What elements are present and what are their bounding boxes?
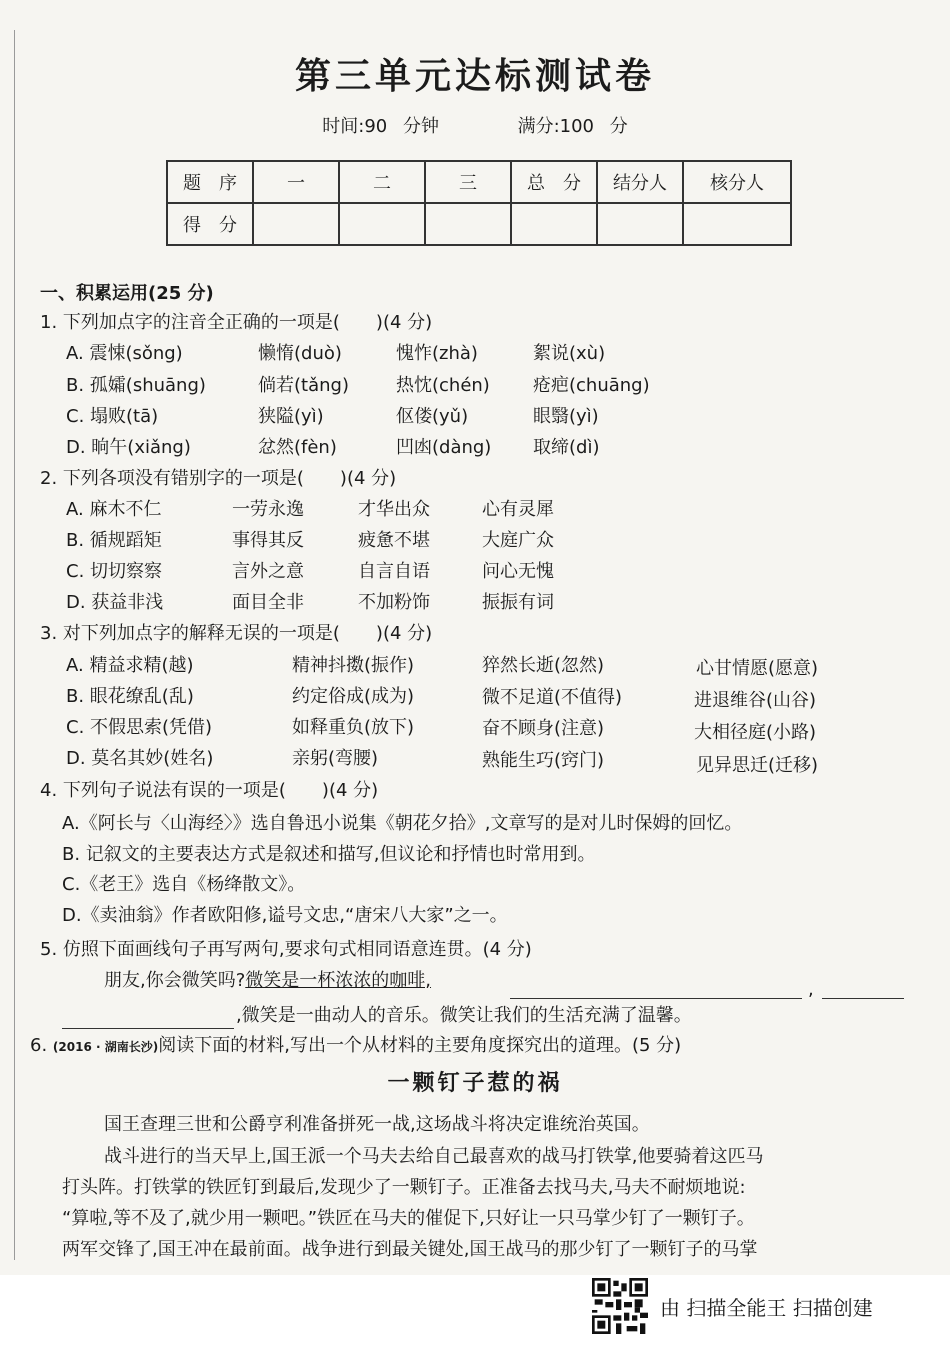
score-table-score-row: [167, 203, 791, 245]
q2-option-c-2: 言外之意: [232, 561, 304, 582]
q5-comma: ,: [808, 979, 814, 1000]
q4-option-c: C.《老王》选自《杨绛散文》。: [62, 874, 306, 895]
q1-option-a-1: A. 震悚(sǒng): [66, 343, 183, 364]
score-cell[interactable]: [597, 203, 683, 245]
question-6-stem: [30, 1034, 681, 1059]
q1-option-c-2: 狭隘(yì): [258, 406, 324, 427]
q1-option-d-2: 忿然(fèn): [258, 437, 337, 458]
q1-option-d-3: 凹凼(dàng): [396, 437, 492, 458]
q3-option-a-1: A. 精益求精(越): [66, 655, 194, 676]
q5-example-underlined: 微笑是一杯浓浓的咖啡,: [245, 970, 432, 991]
q5-prompt: 朋友,你会微笑吗?: [104, 970, 246, 991]
article-paragraph: 两军交锋了,国王冲在最前面。战争进行到最关键处,国王战马的那少钉了一颗钉子的马掌: [62, 1239, 758, 1260]
q6-source: (2016 · 湖南长沙): [52, 1040, 159, 1054]
score-table-header-row: [167, 161, 791, 203]
q1-option-a-2: 懒惰(duò): [258, 343, 342, 364]
article-paragraph: 国王查理三世和公爵亨利准备拼死一战,这场战斗将决定谁统治英国。: [104, 1114, 650, 1135]
q3-option-d-2: 亲躬(弯腰): [292, 748, 379, 769]
q3-option-b-3: 微不足道(不值得): [482, 687, 623, 708]
q2-option-c-3: 自言自语: [358, 561, 430, 582]
q4-option-a: A.《阿长与〈山海经〉》选自鲁迅小说集《朝花夕拾》,文章写的是对儿时保姆的回忆。: [62, 813, 743, 834]
q1-option-a-4: 絮说(xù): [533, 343, 606, 364]
q2-option-a-4: 心有灵犀: [482, 499, 554, 520]
q2-option-b-1: B. 循规蹈矩: [66, 530, 162, 551]
q3-option-a-4: 心甘情愿(愿意): [696, 658, 819, 679]
score-cell[interactable]: [425, 203, 511, 245]
q1-option-c-3: 伛偻(yǔ): [396, 406, 469, 427]
exam-meta: [0, 112, 950, 138]
q5-line-1: [104, 969, 431, 993]
q3-option-d-4: 见异思迁(迁移): [696, 755, 819, 776]
q6-stem-text: 阅读下面的材料,写出一个从材料的主要角度探究出的道理。(5 分): [158, 1035, 682, 1056]
q6-number: 6.: [30, 1035, 48, 1056]
score-cell[interactable]: [511, 203, 597, 245]
q3-option-c-4: 大相径庭(小路): [694, 722, 817, 743]
q2-option-d-2: 面目全非: [232, 592, 304, 613]
full-score: 满分:100 分: [517, 116, 628, 137]
q5-answer-blank-1[interactable]: [510, 997, 802, 999]
q5-answer-blank-3[interactable]: [62, 1027, 234, 1029]
score-cell[interactable]: [683, 203, 791, 245]
score-cell[interactable]: [253, 203, 339, 245]
q2-option-b-2: 事得其反: [232, 530, 304, 551]
q2-option-b-4: 大庭广众: [482, 530, 554, 551]
page-title: 第三单元达标测试卷: [294, 55, 655, 97]
q1-option-b-4: 疮疤(chuāng): [533, 375, 650, 396]
q3-option-c-3: 奋不顾身(注意): [482, 718, 605, 739]
score-header-cell: 结分人: [597, 161, 683, 203]
score-header-cell: 二: [339, 161, 425, 203]
q4-option-b: B. 记叙文的主要表达方式是叙述和描写,但议论和抒情也时常用到。: [62, 844, 596, 865]
score-row-label: 得 分: [167, 203, 253, 245]
q3-option-a-2: 精神抖擞(振作): [292, 655, 415, 676]
q1-option-c-1: C. 塌败(tā): [66, 406, 159, 427]
section-title: 一、积累运用(25 分): [40, 283, 214, 304]
q1-option-b-3: 热忱(chén): [396, 375, 490, 396]
q1-option-b-1: B. 孤孀(shuāng): [66, 375, 206, 396]
question-4-stem: 4. 下列句子说法有误的一项是( )(4 分): [40, 780, 379, 801]
q2-option-a-2: 一劳永逸: [232, 499, 304, 520]
q1-option-d-1: D. 晌午(xiǎng): [66, 437, 191, 458]
q1-option-b-2: 倘若(tǎng): [258, 375, 349, 396]
score-header-cell: 三: [425, 161, 511, 203]
q3-option-c-2: 如释重负(放下): [292, 717, 415, 738]
question-1-stem: 1. 下列加点字的注音全正确的一项是( )(4 分): [40, 312, 433, 333]
q1-option-c-4: 眼翳(yì): [533, 406, 599, 427]
q3-option-b-4: 进退维谷(山谷): [694, 690, 817, 711]
question-3-stem: 3. 对下列加点字的解释无误的一项是( )(4 分): [40, 623, 433, 644]
score-cell[interactable]: [339, 203, 425, 245]
q1-option-a-3: 愧怍(zhà): [396, 343, 478, 364]
qr-code-icon: [592, 1278, 648, 1334]
q1-option-d-4: 取缔(dì): [533, 437, 600, 458]
score-header-cell: 核分人: [683, 161, 791, 203]
article-paragraph: 打头阵。打铁掌的铁匠钉到最后,发现少了一颗钉子。正准备去找马夫,马夫不耐烦地说:: [62, 1177, 746, 1198]
q2-option-b-3: 疲惫不堪: [358, 530, 430, 551]
question-5-stem: 5. 仿照下面画线句子再写两句,要求句式相同语意连贯。(4 分): [40, 939, 532, 960]
q5-answer-blank-2[interactable]: [822, 997, 904, 999]
question-2-stem: 2. 下列各项没有错别字的一项是( )(4 分): [40, 468, 397, 489]
q3-option-b-1: B. 眼花缭乱(乱): [66, 686, 194, 707]
article-title: 一颗钉子惹的祸: [387, 1071, 563, 1096]
article-paragraph: “算啦,等不及了,就少用一颗吧。”铁匠在马夫的催促下,只好让一只马掌少钉了一颗钉子。: [62, 1208, 755, 1229]
time-limit: 时间:90 分钟: [322, 116, 439, 137]
score-table: [166, 160, 792, 246]
scanner-footer: [592, 1277, 873, 1335]
q5-line-2: ,微笑是一曲动人的音乐。微笑让我们的生活充满了温馨。: [236, 1005, 692, 1026]
q2-option-c-1: C. 切切察察: [66, 561, 163, 582]
q4-option-d: D.《卖油翁》作者欧阳修,谥号文忠,“唐宋八大家”之一。: [62, 905, 508, 926]
q2-option-d-1: D. 获益非浅: [66, 592, 164, 613]
score-header-cell: 总 分: [511, 161, 597, 203]
q3-option-a-3: 猝然长逝(忽然): [482, 655, 605, 676]
q2-option-c-4: 问心无愧: [482, 561, 554, 582]
q2-option-d-4: 振振有词: [482, 592, 554, 613]
q3-option-c-1: C. 不假思索(凭借): [66, 717, 213, 738]
scanner-watermark-text: 由 扫描全能王 扫描创建: [660, 1295, 873, 1320]
score-header-cell: 题 序: [167, 161, 253, 203]
q2-option-a-3: 才华出众: [358, 499, 430, 520]
q2-option-d-3: 不加粉饰: [358, 592, 430, 613]
q3-option-d-1: D. 莫名其妙(姓名): [66, 748, 214, 769]
q3-option-d-3: 熟能生巧(窍门): [482, 750, 605, 771]
q3-option-b-2: 约定俗成(成为): [292, 686, 415, 707]
q2-option-a-1: A. 麻木不仁: [66, 499, 162, 520]
score-header-cell: 一: [253, 161, 339, 203]
article-paragraph: 战斗进行的当天早上,国王派一个马夫去给自己最喜欢的战马打铁掌,他要骑着这匹马: [104, 1146, 764, 1167]
